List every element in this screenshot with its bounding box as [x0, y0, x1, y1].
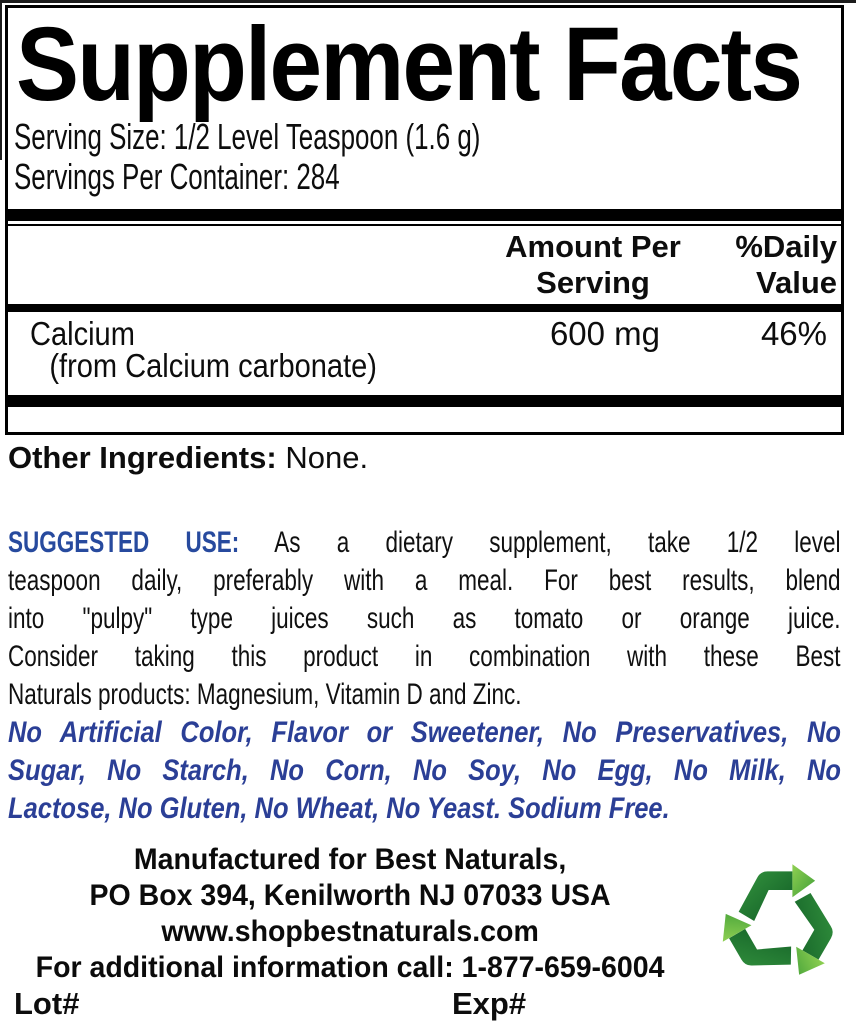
suggested-use-line: teaspoon daily, preferably with a meal. For best results, blend: [8, 564, 841, 597]
manufacturer-address: PO Box 394, Kenilworth NJ 07033 USA: [89, 879, 611, 912]
claims-paragraph: [8, 714, 841, 828]
exp-label: Exp#: [452, 986, 527, 1021]
suggested-use-line: Consider taking this product in combination with these Best: [8, 640, 841, 673]
claims-line: Sugar, No Starch, No Corn, No Soy, No Egg, No Milk, No: [8, 754, 841, 787]
supplement-facts-panel: [5, 5, 844, 435]
suggested-use-line: into "pulpy" type juices such as tomato or orange juice.: [8, 602, 841, 635]
column-header-amount-line1: Amount Per: [505, 229, 681, 264]
table-header-row: [8, 229, 841, 301]
suggested-use-line-text: As a dietary supplement, take 1/2 level: [274, 526, 841, 559]
manufacturer-website: www.shopbestnaturals.com: [161, 915, 539, 948]
page-top-border: [0, 0, 856, 3]
table-header-spacer: [8, 229, 487, 301]
column-header-amount-line2: Serving: [536, 265, 650, 300]
suggested-use-paragraph: [8, 524, 841, 714]
claims-line: Lactose, No Gluten, No Wheat, No Yeast. Sodium Free.: [8, 792, 670, 825]
nutrient-source: (from Calcium carbonate): [49, 347, 377, 384]
info-phone-line: For additional information call: 1-877-659-6004: [35, 951, 665, 984]
manufacturer-line: Manufactured for Best Naturals,: [133, 843, 567, 876]
separator-thick-bottom: [8, 395, 841, 407]
nutrient-name-cell: [8, 315, 487, 384]
recycle-icon: [712, 858, 848, 982]
other-ingredients-value: None.: [285, 440, 369, 475]
suggested-use-line: Naturals products: Magnesium, Vitamin D and Zinc.: [8, 678, 522, 711]
other-ingredients-label: Other Ingredients:: [8, 440, 277, 475]
other-ingredients: [8, 440, 368, 476]
separator-thick-top: [8, 209, 841, 221]
recycle-arm: [764, 888, 848, 982]
separator-medium: [8, 304, 841, 312]
suggested-use-label: SUGGESTED USE:: [8, 526, 240, 559]
suggested-use-line: [8, 524, 841, 562]
nutrient-name: Calcium: [30, 315, 135, 352]
column-header-dv-line1: %Daily: [735, 229, 837, 264]
nutrient-daily-value: 46%: [760, 315, 827, 352]
column-header-daily-value: [699, 229, 841, 301]
servings-per-container-text: Servings Per Container: 284: [14, 156, 340, 197]
separator-hairline: [8, 224, 841, 226]
manufacturer-block: [0, 842, 700, 986]
claims-line: No Artificial Color, Flavor or Sweetener, No Preservatives, No: [8, 716, 841, 749]
column-header-dv-line2: Value: [756, 265, 837, 300]
column-header-amount: [487, 229, 699, 301]
lot-label: Lot#: [14, 986, 80, 1021]
table-row: [8, 315, 841, 384]
page-left-border: [0, 0, 2, 160]
serving-size-text: Serving Size: 1/2 Level Teaspoon (1.6 g): [14, 116, 481, 157]
panel-title: Supplement Facts: [16, 6, 802, 123]
nutrient-amount: 600 mg: [549, 315, 661, 352]
